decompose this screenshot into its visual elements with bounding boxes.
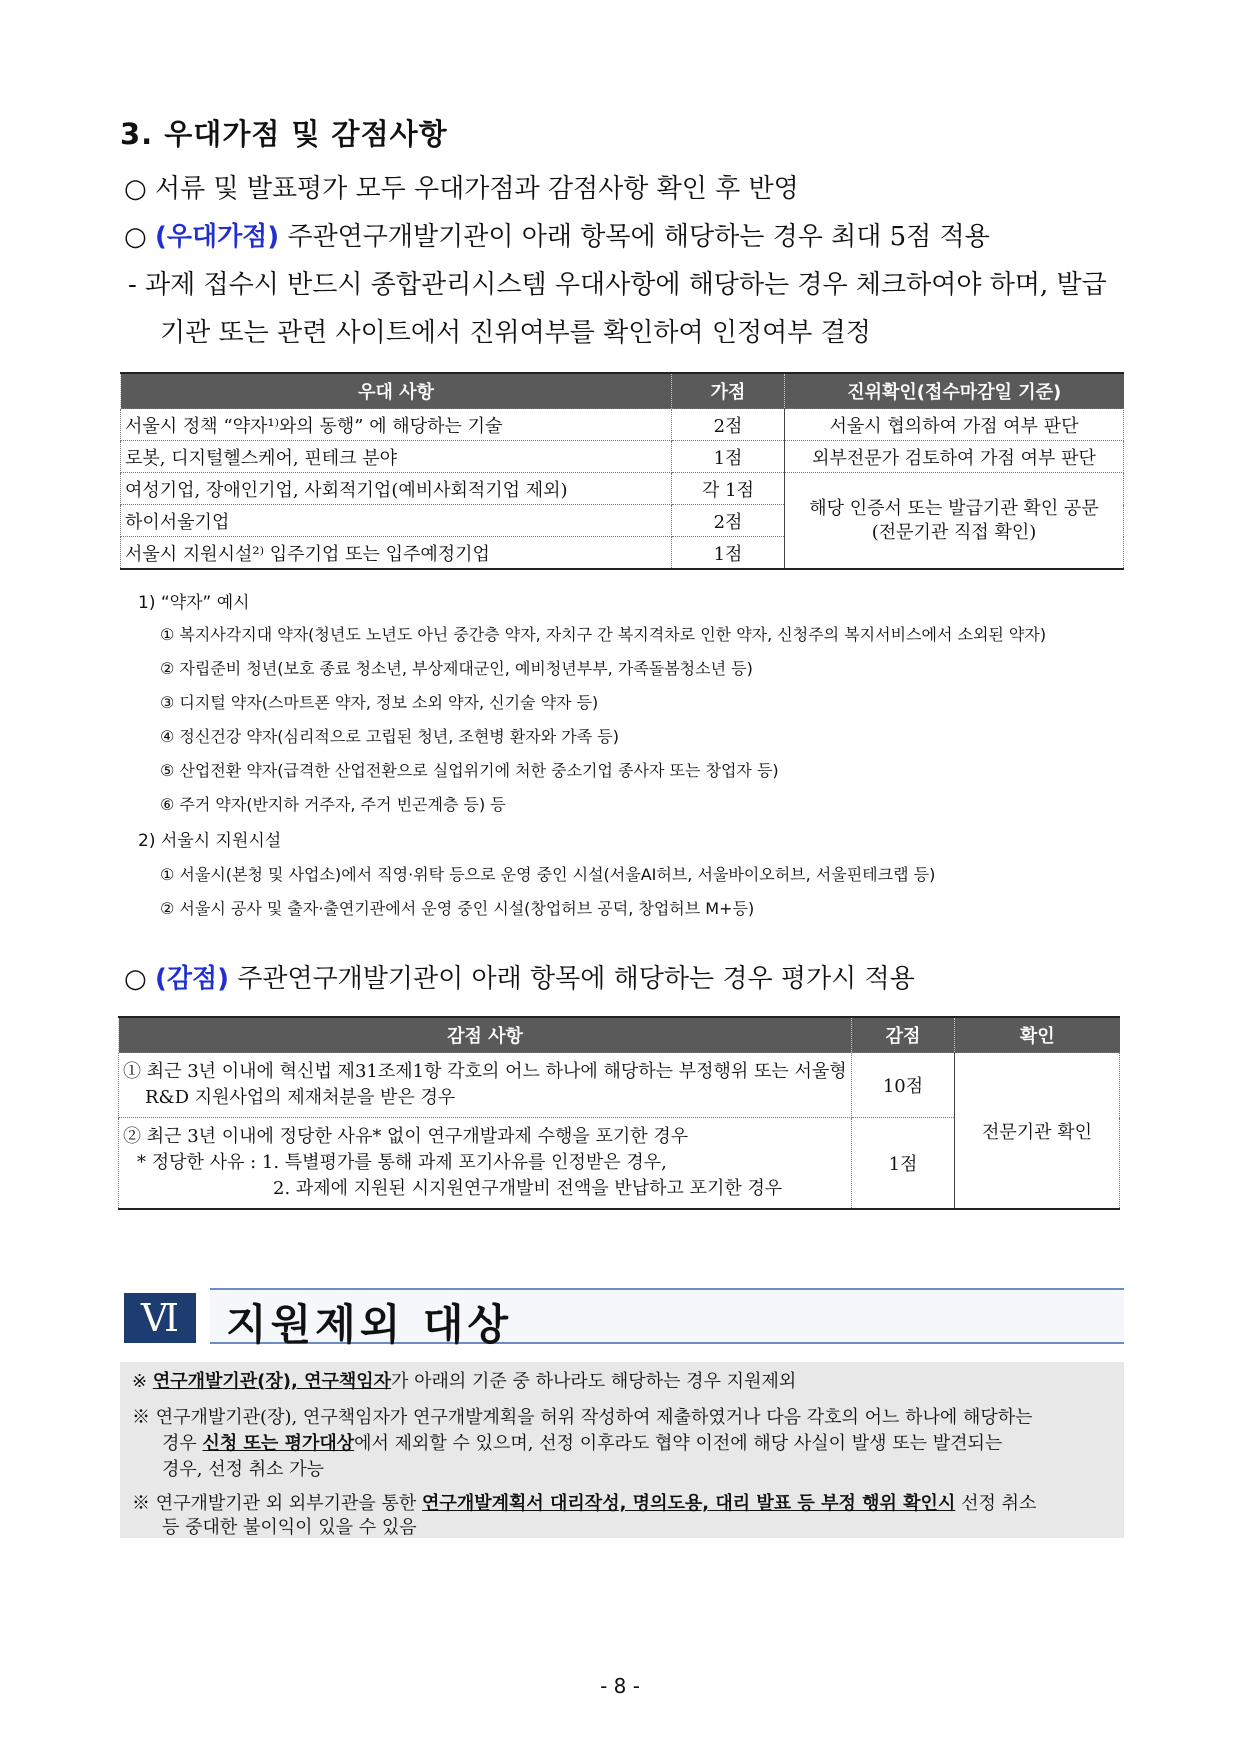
penalty-score-1: 10점	[852, 1053, 955, 1118]
note-2-item: ① 서울시(본청 및 사업소)에서 직영·위탁 등으로 운영 중인 시설(서울AI허브, 서울바이오허브, 서울핀테크랩 등)	[160, 865, 936, 884]
penalty-line	[124, 958, 915, 995]
penalty-item-2	[119, 1118, 852, 1210]
notice-mark: ※	[132, 1371, 153, 1392]
notice-2-line1: ※ 연구개발기관(장), 연구책임자가 연구개발계획을 허위 작성하여 제출하였거나 다음 각호의 어느 하나에 해당하는	[132, 1407, 1033, 1428]
penalty-table	[118, 1016, 1120, 1210]
bonus-verify: 서울시 협의하여 가점 여부 판단	[785, 409, 1124, 441]
chapter-title-bar	[210, 1288, 1124, 1349]
note-1-item: ① 복지사각지대 약자(청년도 노년도 아닌 중간층 약자, 자치구 간 복지격차로 인한 약자, 신청주의 복지서비스에서 소외된 약자)	[160, 625, 1047, 644]
bonus-verify-merged	[785, 473, 1124, 570]
penalty-header-item: 감점 사항	[119, 1017, 852, 1053]
note-1-item: ③ 디지털 약자(스마트폰 약자, 정보 소외 약자, 신기술 약자 등)	[160, 693, 599, 712]
penalty-line-text: 주관연구개발기관이 아래 항목에 해당하는 경우 평가시 적용	[228, 964, 915, 994]
bonus-score: 1점	[672, 441, 785, 473]
chapter-badge: Ⅵ	[124, 1293, 196, 1343]
notice-3-line1	[132, 1492, 1036, 1516]
intro-line-1: ○ 서류 및 발표평가 모두 우대가점과 감점사항 확인 후 반영	[124, 174, 799, 204]
bonus-item: 서울시 지원시설²⁾ 입주기업 또는 입주예정기업	[121, 537, 672, 570]
bonus-verify: 외부전문가 검토하여 가점 여부 판단	[785, 441, 1124, 473]
intro-line-3: - 과제 접수시 반드시 종합관리시스템 우대사항에 해당하는 경우 체크하여야 하며, 발급	[128, 270, 1107, 300]
note-1-item: ④ 정신건강 약자(심리적으로 고립된 청년, 조현병 환자와 가족 등)	[160, 727, 620, 746]
penalty-item-1-line2: R&D 지원사업의 제재처분을 받은 경우	[145, 1087, 456, 1108]
penalty-header-score: 감점	[852, 1017, 955, 1053]
notice-3-emphasis: 연구개발계획서 대리작성, 명의도용, 대리 발표 등 부정 행위 확인시	[422, 1493, 956, 1514]
bonus-item: 하이서울기업	[121, 505, 672, 537]
note-1-title: 1) “약자” 예시	[138, 593, 250, 613]
notice-3-pre: ※ 연구개발기관 외 외부기관을 통한	[132, 1493, 423, 1514]
bullet: ○	[124, 222, 155, 252]
bonus-item: 여성기업, 장애인기업, 사회적기업(예비사회적기업 제외)	[121, 473, 672, 505]
penalty-item-1	[119, 1053, 852, 1118]
penalty-score-2: 1점	[852, 1118, 955, 1210]
intro-line-2	[124, 216, 990, 253]
intro-line-2-text: 주관연구개발기관이 아래 항목에 해당하는 경우 최대 5점 적용	[279, 222, 990, 252]
notice-2-line2	[162, 1432, 1002, 1456]
penalty-item-1-line1: ① 최근 3년 이내에 혁신법 제31조제1항 각호의 어느 하나에 해당하는 부정행위 또는 서울형	[123, 1061, 847, 1082]
bonus-score: 1점	[672, 537, 785, 570]
bonus-verify-merged-line1: 해당 인증서 또는 발급기관 확인 공문	[809, 497, 1099, 519]
bonus-item: 로봇, 디지털헬스케어, 핀테크 분야	[121, 441, 672, 473]
bonus-tag: (우대가점)	[154, 222, 280, 252]
intro-line-4: 기관 또는 관련 사이트에서 진위여부를 확인하여 인정여부 결정	[160, 318, 871, 348]
notice-3-line2: 등 중대한 불이익이 있을 수 있음	[162, 1517, 417, 1538]
bullet: ○	[124, 964, 155, 994]
notice-box	[120, 1362, 1124, 1538]
table-row	[121, 473, 1124, 505]
table-row	[121, 409, 1124, 441]
penalty-tag: (감점)	[154, 964, 229, 994]
section-title: 3. 우대가점 및 감점사항	[120, 117, 448, 151]
notice-1	[132, 1370, 796, 1394]
notice-2-text: 에서 제외할 수 있으며, 선정 이후라도 협약 이전에 해당 사실이 발생 또는 발견되는	[354, 1433, 1003, 1454]
page-number: - 8 -	[600, 1674, 640, 1698]
chapter-title: 지원제외 대상	[226, 1300, 513, 1349]
notice-2-line3: 경우, 선정 취소 가능	[162, 1459, 324, 1480]
note-1-item: ⑤ 산업전환 약자(급격한 산업전환으로 실업위기에 처한 중소기업 종사자 또는 창업자 등)	[160, 761, 779, 780]
bonus-header-verify: 진위확인(접수마감일 기준)	[785, 373, 1124, 409]
penalty-item-2-line1: ② 최근 3년 이내에 정당한 사유* 없이 연구개발과제 수행을 포기한 경우	[123, 1126, 689, 1147]
penalty-item-2-line3: 2. 과제에 지원된 시지원연구개발비 전액을 반납하고 포기한 경우	[273, 1178, 783, 1199]
bonus-score: 각 1점	[672, 473, 785, 505]
bonus-score: 2점	[672, 409, 785, 441]
bonus-table	[120, 372, 1124, 570]
note-2-item: ② 서울시 공사 및 출자·출연기관에서 운영 중인 시설(창업허브 공덕, 창업허브 M+등)	[160, 899, 755, 918]
bonus-score: 2점	[672, 505, 785, 537]
bonus-item: 서울시 정책 “약자¹⁾와의 동행” 에 해당하는 기술	[121, 409, 672, 441]
table-row	[121, 441, 1124, 473]
table-row	[119, 1053, 1120, 1118]
penalty-verify: 전문기관 확인	[955, 1053, 1120, 1210]
bonus-header-item: 우대 사항	[121, 373, 672, 409]
notice-1-text: 가 아래의 기준 중 하나라도 해당하는 경우 지원제외	[391, 1371, 797, 1392]
notice-1-emphasis: 연구개발기관(장), 연구책임자	[152, 1371, 392, 1392]
note-1-item: ② 자립준비 청년(보호 종료 청소년, 부상제대군인, 예비청년부부, 가족돌봄청소년 등)	[160, 659, 753, 678]
note-1-item: ⑥ 주거 약자(반지하 거주자, 주거 빈곤계층 등) 등	[160, 795, 506, 814]
note-2-title: 2) 서울시 지원시설	[138, 831, 282, 851]
penalty-header-verify: 확인	[955, 1017, 1120, 1053]
notice-2-emphasis: 신청 또는 평가대상	[202, 1433, 355, 1454]
penalty-item-2-line2: * 정당한 사유 : 1. 특별평가를 통해 과제 포기사유를 인정받은 경우,	[137, 1152, 667, 1173]
notice-2-pre: 경우	[162, 1433, 203, 1454]
notice-3-text: 선정 취소	[955, 1493, 1037, 1514]
bonus-header-score: 가점	[672, 373, 785, 409]
bonus-verify-merged-line2: (전문기관 직접 확인)	[871, 521, 1037, 543]
